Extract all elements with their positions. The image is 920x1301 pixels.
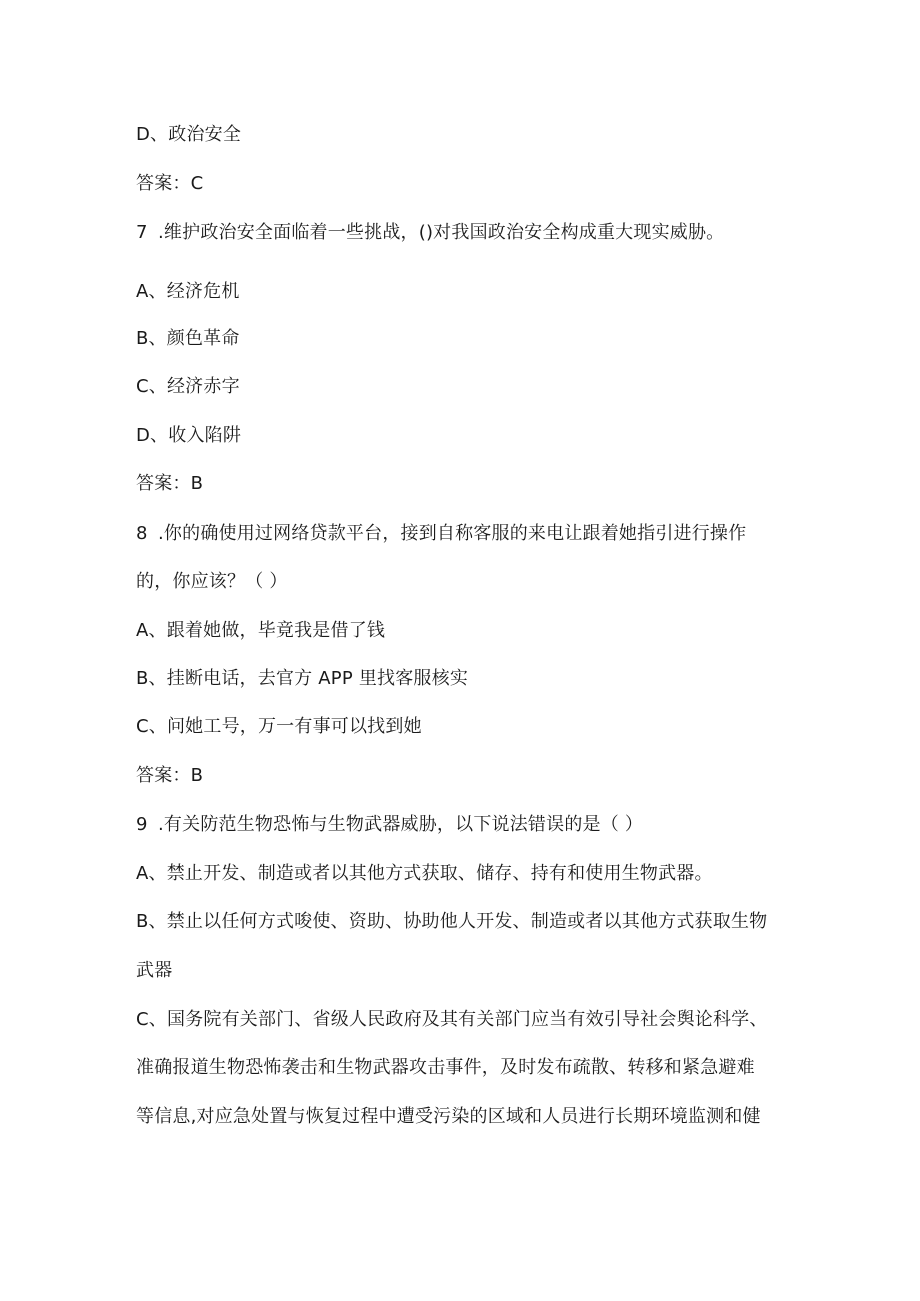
- option-7b: B、颜色革命: [136, 328, 240, 349]
- answer-8: 答案：B: [136, 765, 204, 786]
- option-8c: C、问她工号，万一有事可以找到她: [136, 716, 422, 737]
- question-text: .维护政治安全面临着一些挑战，()对我国政治安全构成重大现实威胁。: [158, 222, 725, 243]
- question-8-continuation: 的，你应该？（ ）: [136, 571, 288, 592]
- question-8: [136, 522, 746, 546]
- option-8a: A、跟着她做，毕竟我是借了钱: [136, 620, 386, 641]
- option-7d: D、收入陷阱: [136, 425, 242, 446]
- option-9c-continuation-1: 准确报道生物恐怖袭击和生物武器攻击事件，及时发布疏散、转移和紧急避难: [136, 1057, 755, 1078]
- answer-6: 答案：C: [136, 173, 204, 194]
- answer-7: 答案：B: [136, 473, 204, 494]
- question-text: .有关防范生物恐怖与生物武器威胁，以下说法错误的是（ ）: [158, 814, 644, 835]
- option-7a: A、经济危机: [136, 281, 240, 302]
- question-text: .你的确使用过网络贷款平台，接到自称客服的来电让跟着她指引进行操作: [158, 523, 747, 544]
- option-9b: B、禁止以任何方式唆使、资助、协助他人开发、制造或者以其他方式获取生物: [136, 911, 768, 932]
- option-9b-continuation: 武器: [136, 960, 173, 981]
- question-7: [136, 221, 724, 245]
- question-9: [136, 813, 643, 837]
- question-number: 7: [136, 222, 148, 243]
- question-number: 8: [136, 523, 148, 544]
- option-9c: C、国务院有关部门、省级人民政府及其有关部门应当有效引导社会舆论科学、: [136, 1009, 768, 1030]
- option-6d: D、政治安全: [136, 124, 242, 145]
- question-number: 9: [136, 814, 148, 835]
- option-9a: A、禁止开发、制造或者以其他方式获取、储存、持有和使用生物武器。: [136, 863, 713, 884]
- option-7c: C、经济赤字: [136, 376, 240, 397]
- option-8b: B、挂断电话，去官方 APP 里找客服核实: [136, 668, 469, 689]
- option-9c-continuation-2: 等信息,对应急处置与恢复过程中遭受污染的区域和人员进行长期环境监测和健: [136, 1106, 761, 1127]
